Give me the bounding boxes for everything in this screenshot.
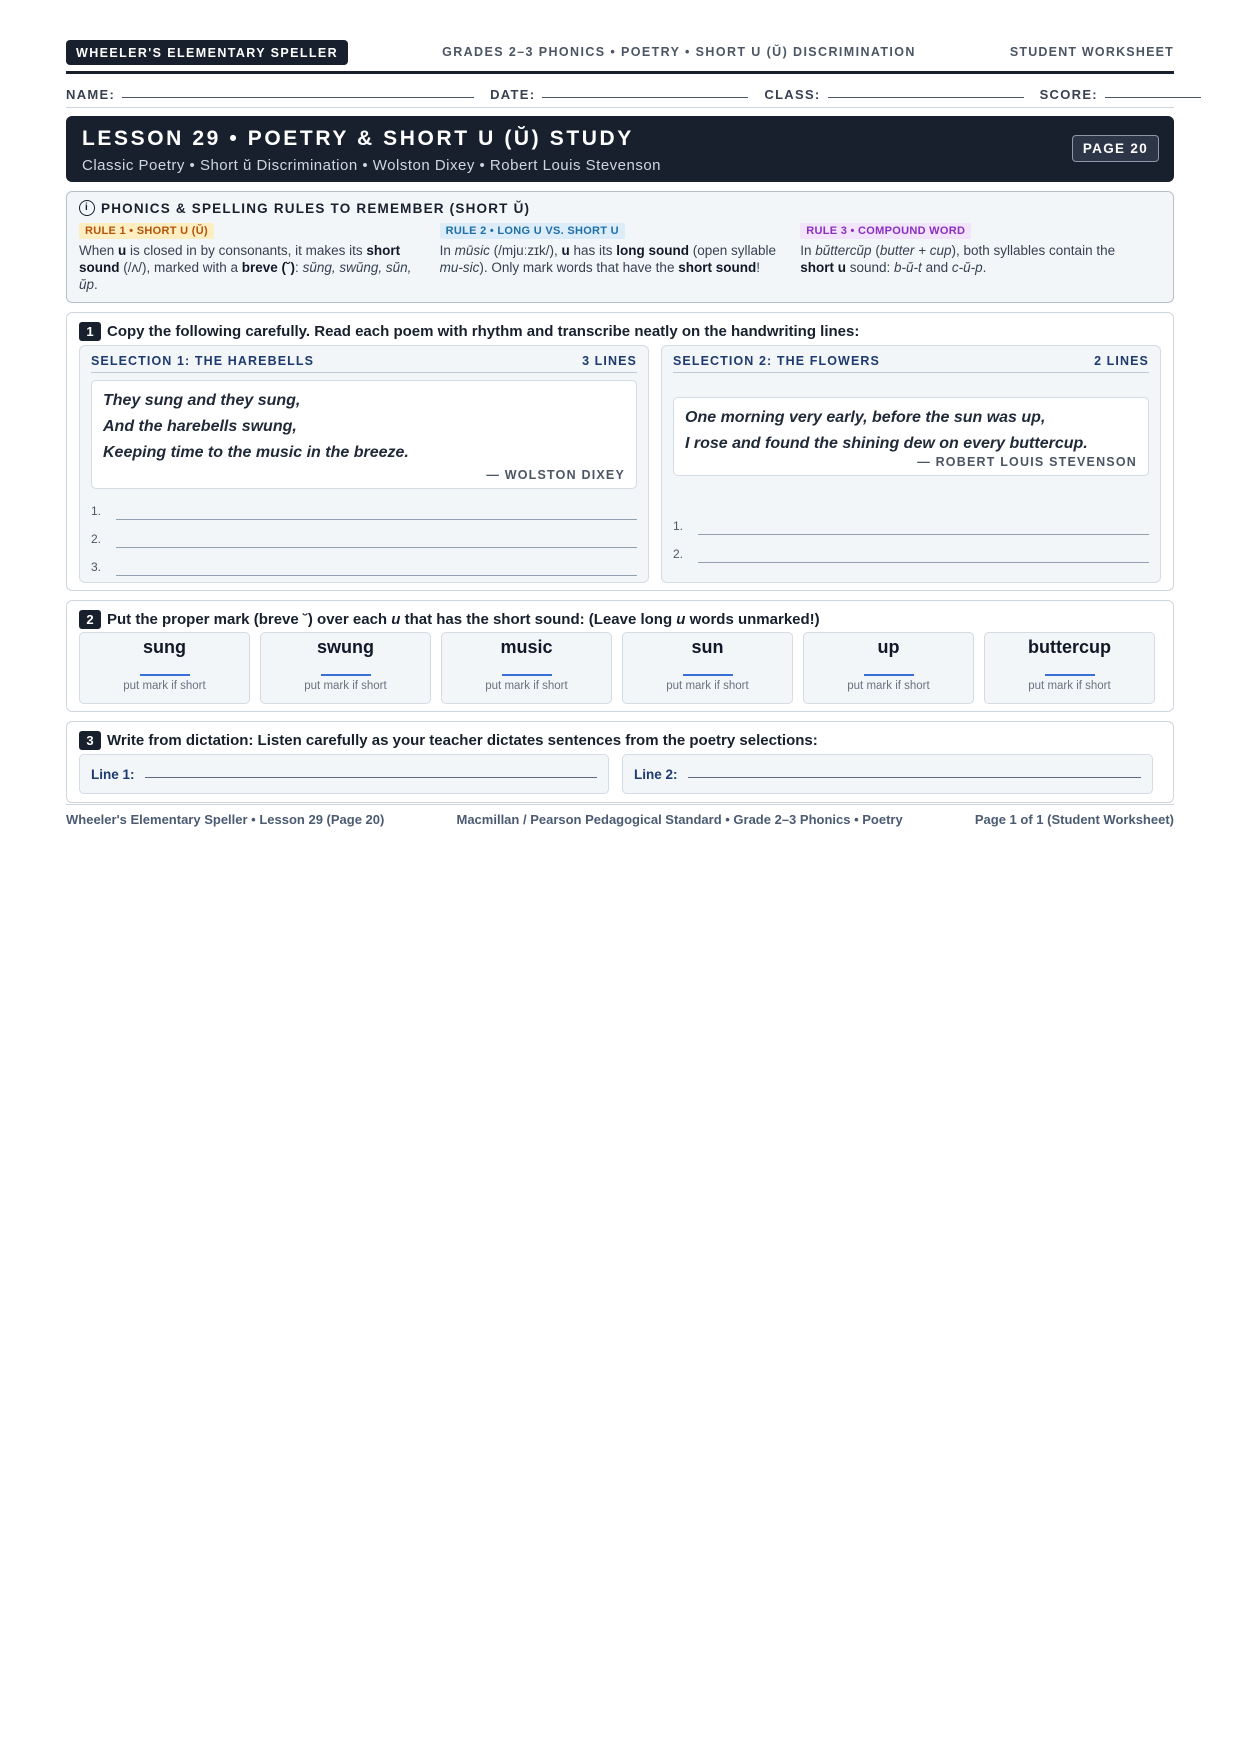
selection-1-handwriting-lines [91, 493, 637, 577]
phonics-rules-box [66, 191, 1174, 303]
word-card[interactable] [441, 632, 612, 704]
section-1-instruction: Copy the following carefully. Read each poem with rhythm and transcribe neatly on the handwriting lines: [107, 323, 860, 340]
section-dictation [66, 721, 1174, 803]
class-line[interactable] [828, 96, 1024, 98]
date-label: DATE: [490, 87, 536, 102]
word: music [500, 637, 553, 657]
rule-3-text: In bŭttercŭp (butter + cup), both syllables contain the short u sound: b-ŭ-t and c-ŭ-p. [800, 243, 1116, 275]
section-1-heading [79, 322, 1161, 341]
dictation-line-1[interactable] [79, 754, 609, 794]
selection-1-title: SELECTION 1: THE HAREBELLS [91, 354, 315, 368]
mark-blank[interactable] [140, 674, 190, 676]
mark-blank[interactable] [864, 674, 914, 676]
mark-blank[interactable] [321, 674, 371, 676]
handwriting-line[interactable] [91, 521, 637, 549]
selection-2-title: SELECTION 2: THE FLOWERS [673, 354, 880, 368]
worksheet [66, 36, 1174, 827]
selection-1-panel [79, 345, 649, 583]
class-field[interactable] [764, 87, 1023, 102]
poem-line: And the harebells swung, [103, 418, 297, 435]
header-worksheet-type: STUDENT WORKSHEET [1009, 45, 1174, 59]
poem-line: They sung and they sung, [103, 392, 301, 409]
word-card[interactable] [260, 632, 431, 704]
rules-heading [79, 200, 1161, 216]
selection-2-author: — ROBERT LOUIS STEVENSON [917, 455, 1137, 469]
dictation-line-2[interactable] [622, 754, 1153, 794]
word: sung [143, 637, 186, 657]
rules-heading-text: PHONICS & SPELLING RULES TO REMEMBER (SHORT Ŭ) [101, 200, 531, 216]
word-card[interactable] [622, 632, 793, 704]
top-header [66, 36, 1174, 68]
brand-label: WHEELER'S ELEMENTARY SPELLER [66, 40, 348, 65]
dictation-line-2-label: Line 2: [634, 766, 678, 782]
handwriting-line[interactable] [673, 508, 1149, 536]
writing-rule[interactable] [698, 561, 1149, 563]
class-label: CLASS: [764, 87, 821, 102]
word-hint: put mark if short [485, 680, 568, 692]
rule-2-text: In mūsic (/mjuːzɪk/), u has its long sound (open syllable mu-sic). Only mark words that have the short sound! [439, 243, 777, 275]
date-line[interactable] [542, 96, 748, 98]
selection-2-count: 2 LINES [1094, 354, 1149, 368]
line-number: 2. [673, 547, 684, 561]
writing-rule[interactable] [116, 518, 637, 520]
word-cards [79, 632, 1161, 704]
selection-2-panel [661, 345, 1161, 583]
rule-2 [440, 221, 801, 293]
header-subject: GRADES 2–3 PHONICS • POETRY • SHORT U (Ŭ) DISCRIMINATION [442, 45, 916, 59]
score-field[interactable] [1040, 87, 1201, 102]
section-1-number: 1 [79, 322, 101, 341]
handwriting-line[interactable] [91, 493, 637, 521]
date-field[interactable] [490, 87, 748, 102]
word-card[interactable] [79, 632, 250, 704]
section-2-heading [79, 610, 1161, 629]
section-mark-short-u [66, 600, 1174, 712]
word-hint: put mark if short [123, 680, 206, 692]
dictation-line-1-label: Line 1: [91, 766, 135, 782]
poem-line: One morning very early, before the sun was up, [685, 409, 1046, 426]
section-2-number: 2 [79, 610, 101, 629]
student-info-row [66, 74, 1174, 108]
writing-rule[interactable] [698, 533, 1149, 535]
rule-1 [79, 221, 440, 293]
page-footer [66, 804, 1174, 827]
rule-1-text: When u is closed in by consonants, it makes its short sound (/ʌ/), marked with a breve (˘): sŭng, swŭng, sŭn, ŭp. [79, 243, 412, 292]
name-label: NAME: [66, 87, 116, 102]
line-number: 2. [91, 532, 102, 546]
footer-center: Macmillan / Pearson Pedagogical Standard • Grade 2–3 Phonics • Poetry [456, 812, 903, 827]
selection-1-header [91, 354, 637, 373]
rule-2-tag: RULE 2 • LONG U VS. SHORT U [440, 223, 625, 239]
dictation-lines [79, 754, 1161, 794]
mark-blank[interactable] [683, 674, 733, 676]
section-3-number: 3 [79, 731, 101, 750]
line-number: 1. [91, 504, 102, 518]
lesson-subtitle: Classic Poetry • Short ŭ Discrimination • Wolston Dixey • Robert Louis Stevenson [82, 157, 662, 174]
lesson-title: LESSON 29 • POETRY & SHORT U (Ŭ) STUDY [82, 127, 634, 150]
line-number: 1. [673, 519, 684, 533]
handwriting-line[interactable] [91, 549, 637, 577]
word-hint: put mark if short [1028, 680, 1111, 692]
word: buttercup [1028, 637, 1111, 657]
name-line[interactable] [122, 96, 474, 98]
word: sun [691, 637, 724, 657]
line-number: 3. [91, 560, 102, 574]
word: swung [317, 637, 374, 657]
section-2-instruction: Put the proper mark (breve ˘) over each u that has the short sound: (Leave long u words unmarked!) [107, 611, 820, 628]
word-hint: put mark if short [304, 680, 387, 692]
rule-1-tag: RULE 1 • SHORT U (Ŭ) [79, 223, 214, 239]
selections [79, 345, 1161, 583]
selection-1-author: — WOLSTON DIXEY [486, 468, 625, 482]
selection-2-header [673, 354, 1149, 373]
word-card[interactable] [984, 632, 1155, 704]
word-card[interactable] [803, 632, 974, 704]
selection-2-poem [673, 397, 1149, 476]
footer-left: Wheeler's Elementary Speller • Lesson 29 (Page 20) [66, 812, 385, 827]
selection-1-count: 3 LINES [582, 354, 637, 368]
footer-right: Page 1 of 1 (Student Worksheet) [974, 812, 1174, 827]
writing-rule[interactable] [116, 574, 637, 576]
mark-blank[interactable] [502, 674, 552, 676]
word-hint: put mark if short [666, 680, 749, 692]
rules-columns [79, 221, 1161, 293]
writing-rule[interactable] [145, 776, 597, 778]
handwriting-line[interactable] [673, 536, 1149, 564]
info-icon: i [79, 200, 95, 216]
name-field[interactable] [66, 87, 474, 102]
selection-1-poem [91, 380, 637, 489]
selection-2-handwriting-lines [673, 508, 1149, 564]
section-3-heading [79, 731, 1161, 750]
writing-rule[interactable] [688, 776, 1141, 778]
section-3-instruction: Write from dictation: Listen carefully as your teacher dictates sentences from the poetry selections: [107, 732, 818, 749]
writing-rule[interactable] [116, 546, 637, 548]
score-label: SCORE: [1039, 87, 1098, 102]
word-hint: put mark if short [847, 680, 930, 692]
rule-3 [800, 221, 1161, 293]
poem-line: Keeping time to the music in the breeze. [103, 444, 409, 461]
page-badge: PAGE 20 [1072, 135, 1159, 162]
lesson-banner [66, 116, 1174, 182]
mark-blank[interactable] [1045, 674, 1095, 676]
poem-line: I rose and found the shining dew on every buttercup. [685, 435, 1088, 452]
section-copy-poems [66, 312, 1174, 591]
rule-3-tag: RULE 3 • COMPOUND WORD [800, 223, 971, 239]
score-line[interactable] [1105, 96, 1201, 98]
word: up [877, 637, 900, 657]
